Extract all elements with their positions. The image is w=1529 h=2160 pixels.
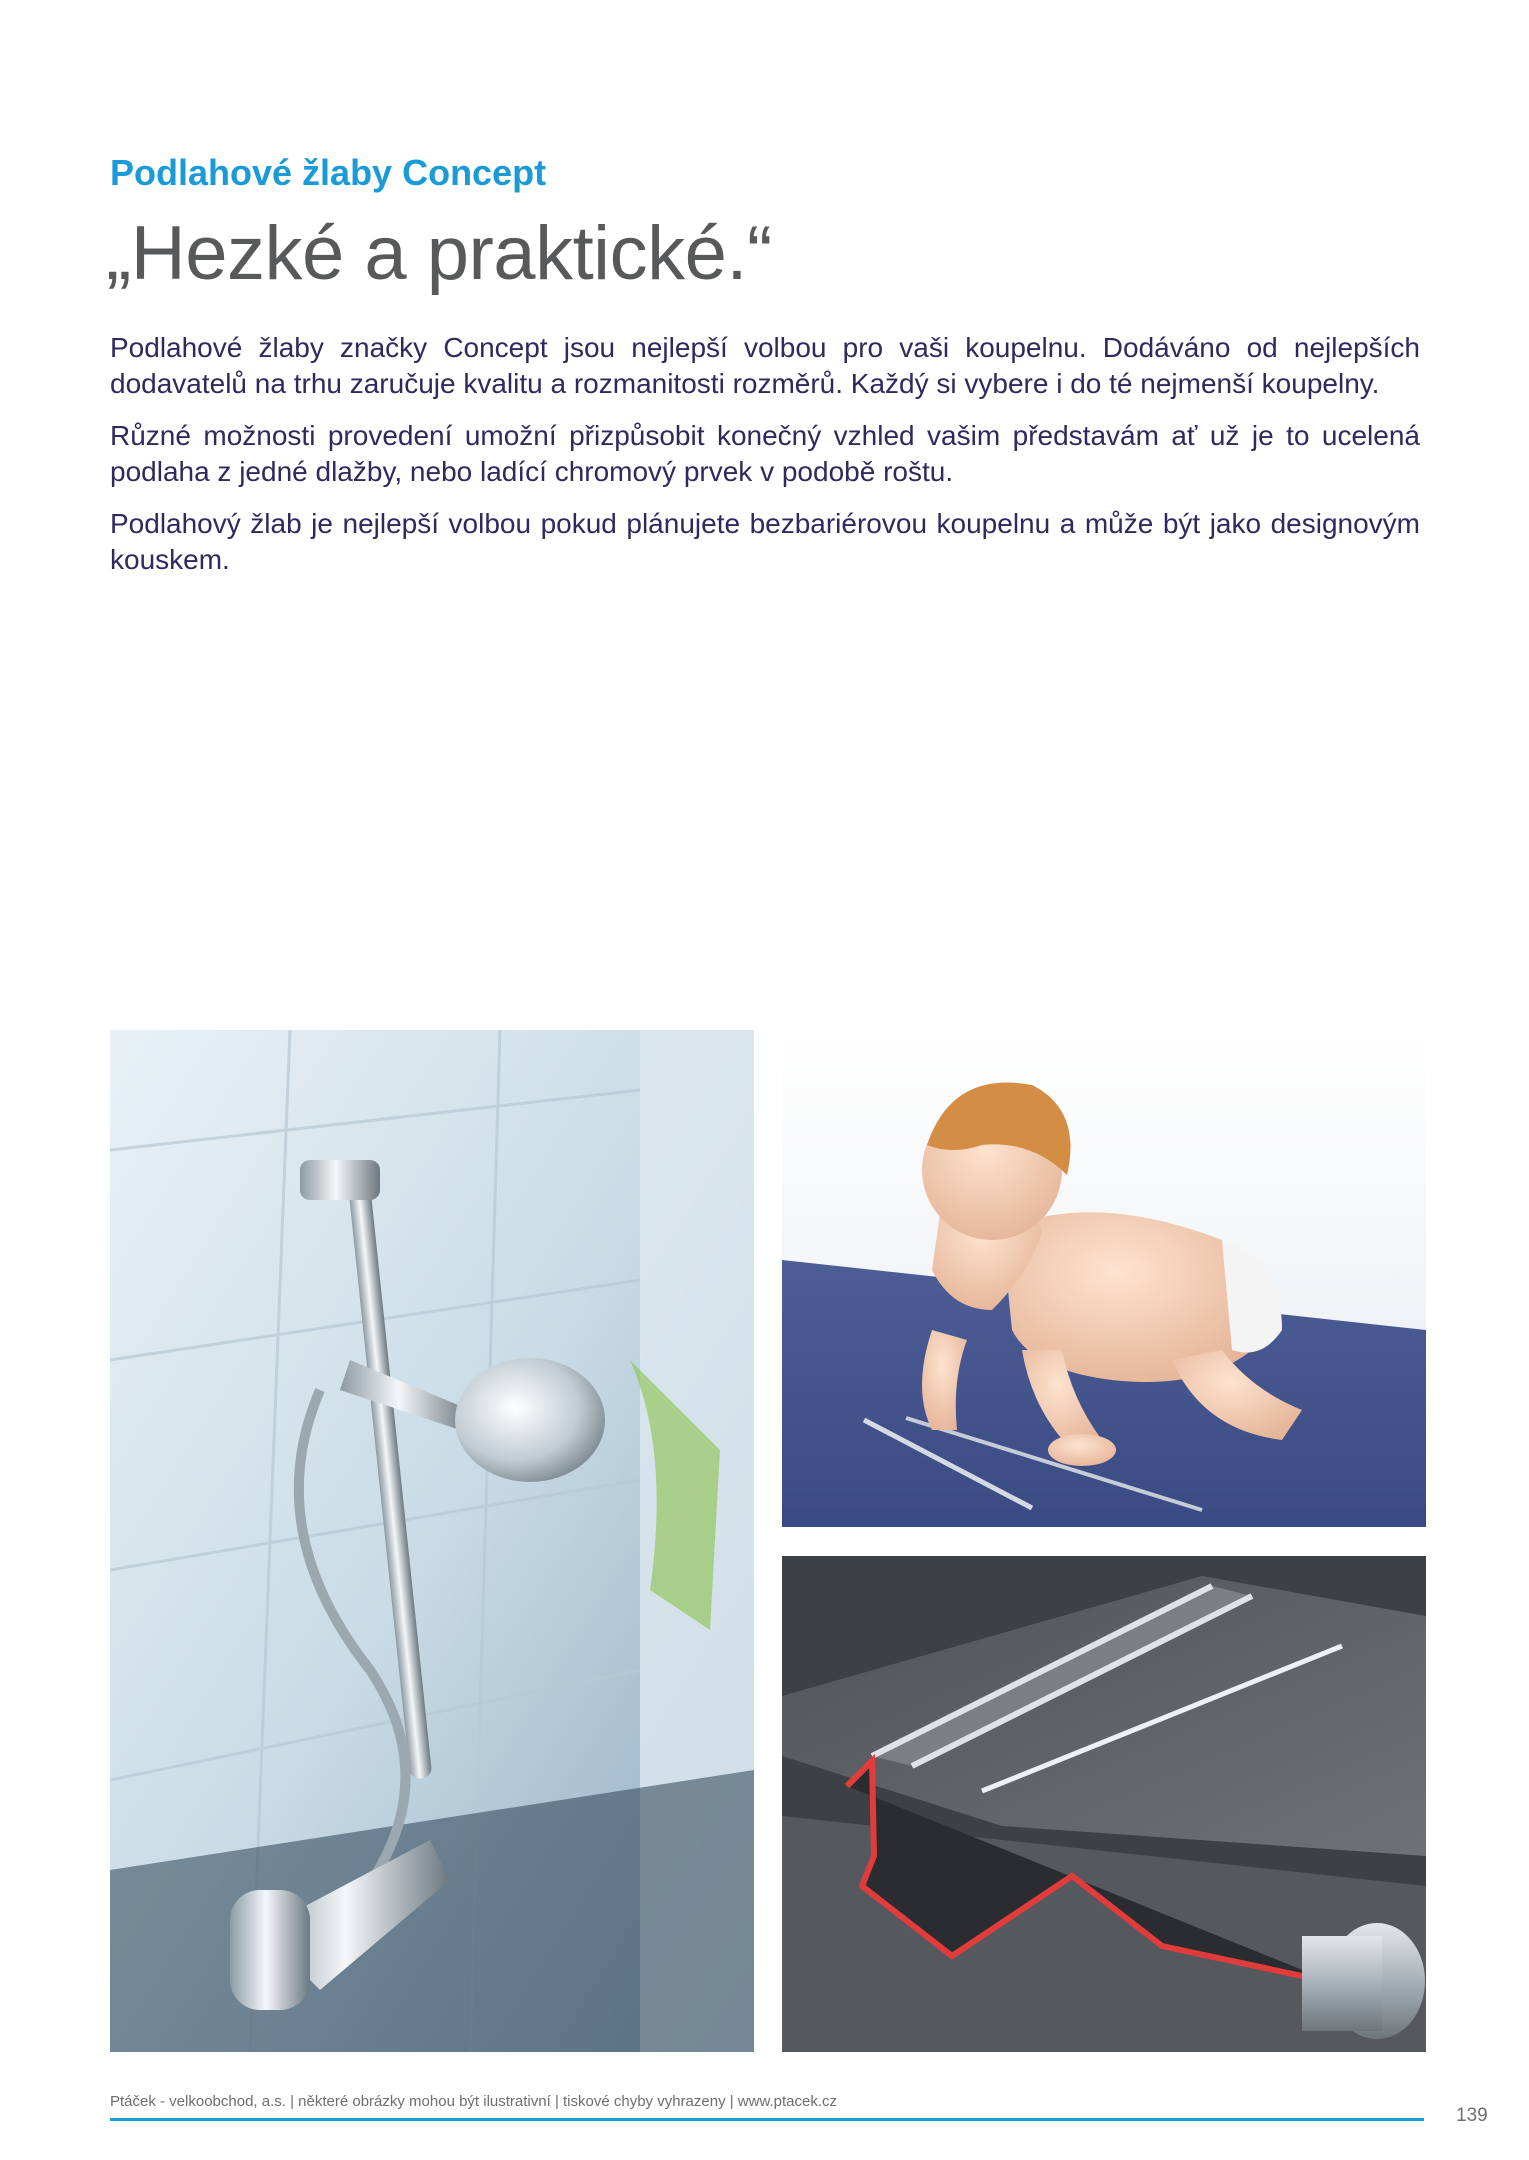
footer-text: Ptáček - velkoobchod, a.s. | některé obrázky mohou být ilustrativní | tiskové chyby vyhrazeny | www.ptacek.cz	[110, 2093, 838, 2110]
body-paragraph-1: Podlahové žlaby značky Concept jsou nejlepší volbou pro vaši koupelnu. Dodáváno od nejlepších dodavatelů na trhu zaručuje kvalitu a rozmanitosti rozměrů. Každý si vybere i do té nejmenší koupelny.	[110, 332, 1420, 399]
shower-photo	[110, 1030, 754, 2052]
body-text	[110, 330, 1420, 594]
page-headline: „Hezké a praktické.“	[106, 211, 772, 296]
drain-cross-section-photo	[782, 1556, 1426, 2052]
section-kicker: Podlahové žlaby Concept	[110, 152, 547, 193]
body-paragraph-2: Různé možnosti provedení umožní přizpůsobit konečný vzhled vašim představám ať už je to ucelená podlaha z jedné dlažby, nebo ladící chromový prvek v podobě roštu.	[110, 420, 1420, 487]
page-number: 139	[1456, 2105, 1488, 2126]
baby-photo	[782, 1030, 1426, 1527]
footer-rule	[110, 2118, 1424, 2121]
body-paragraph-3: Podlahový žlab je nejlepší volbou pokud plánujete bezbariérovou koupelnu a může být jako designovým kouskem.	[110, 508, 1420, 575]
